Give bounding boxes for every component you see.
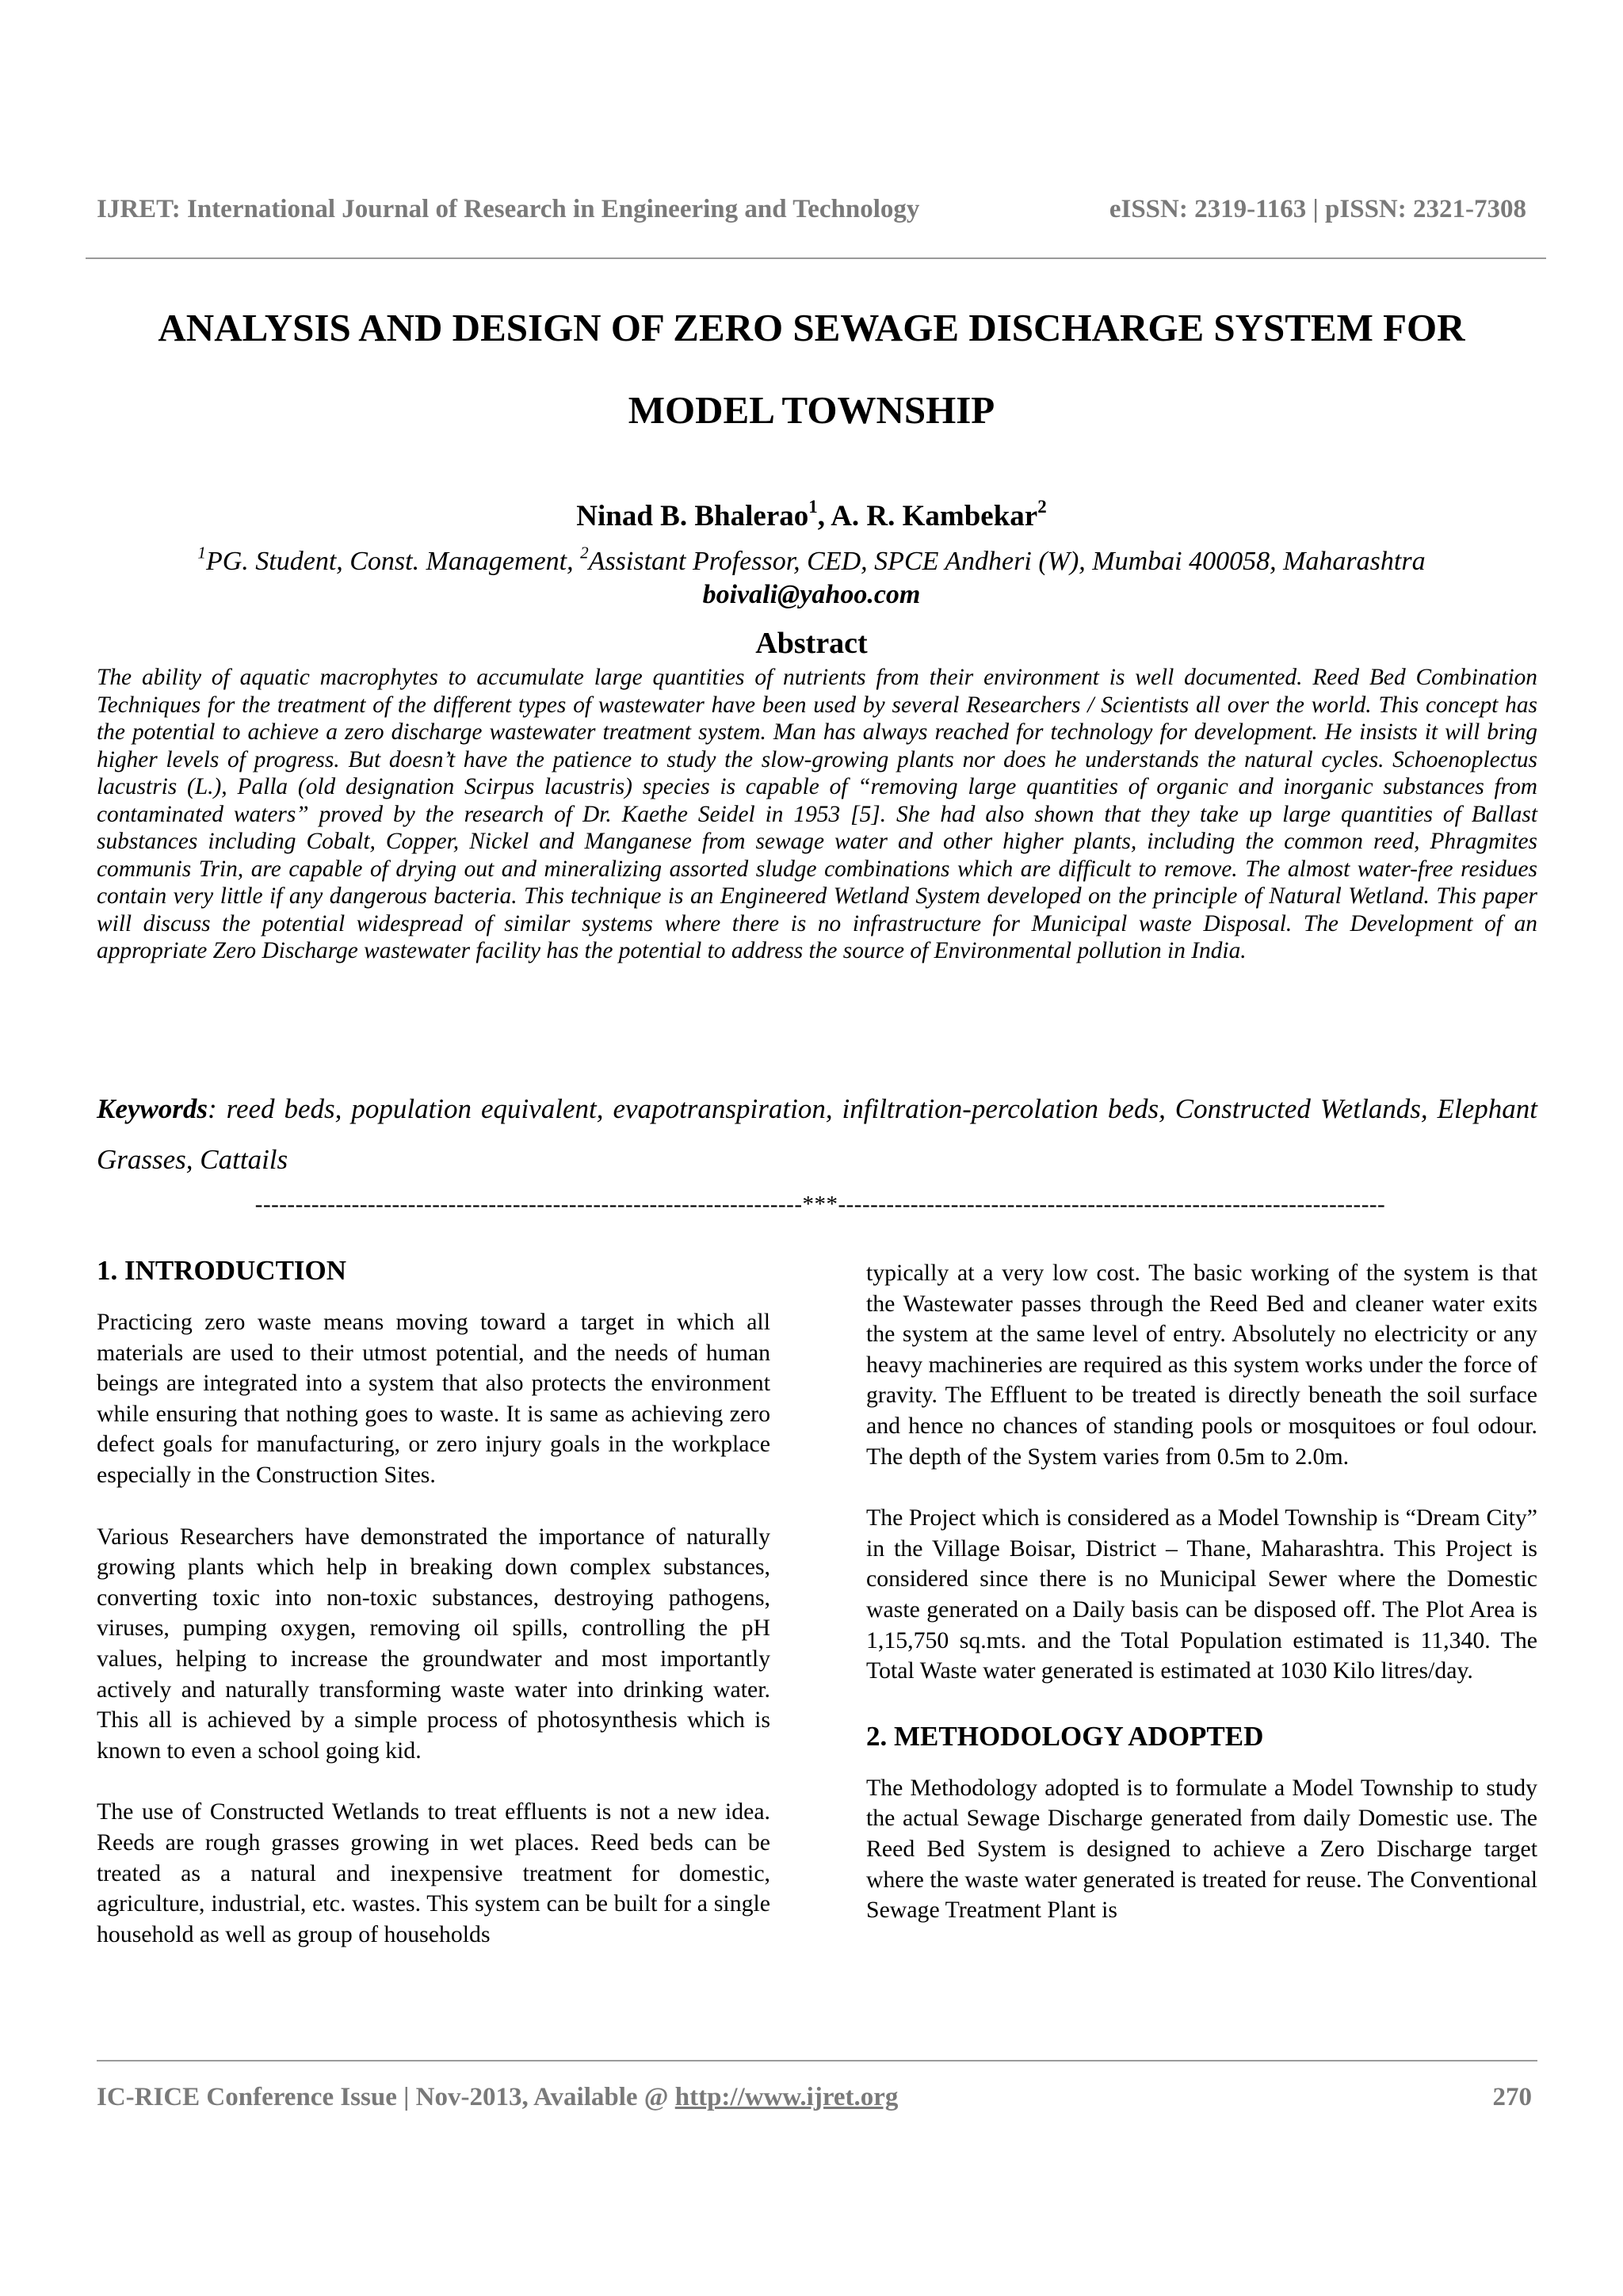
affiliation-text: Assistant Professor, CED, SPCE Andheri (W), Mumbai 400058, Maharashtra xyxy=(588,547,1426,576)
affiliation-line xyxy=(79,545,1544,578)
author-name: Ninad B. Bhalerao xyxy=(576,500,809,532)
affiliation-superscript: 1 xyxy=(197,543,206,563)
section-separator: --------------------------------------------------------------------***-------------------------------------------------------------------- xyxy=(254,1192,1386,1217)
issn-info: eISSN: 2319-1163 | pISSN: 2321-7308 xyxy=(1109,195,1526,223)
section-heading: 2. METHODOLOGY ADOPTED xyxy=(866,1720,1264,1752)
title-line-2: MODEL TOWNSHIP xyxy=(628,388,995,432)
body-paragraph: The use of Constructed Wetlands to treat effluents is not a new idea. Reeds are rough grasses growing in wet places. Reed beds can be treated as a natural and inexpensive treatment for domestic, agriculture, industrial, etc. wastes. This system can be built for a single household as well as group of households xyxy=(97,1798,770,1947)
body-paragraph: Practicing zero waste means moving toward a target in which all materials are used to their utmost potential, and the needs of human beings are integrated into a system that also protects the environment while ensuring that nothing goes to waste. It is same as achieving zero defect goals for manufacturing, or zero injury goals in the workplace especially in the Construction Sites. xyxy=(97,1309,770,1488)
body-paragraph: The Methodology adopted is to formulate a Model Township to study the actual Sewage Discharge generated from daily Domestic use. The Reed Bed System is designed to achieve a Zero Discharge target where the waste water generated is treated for reuse. The Conventional Sewage Treatment Plant is xyxy=(866,1774,1537,1924)
body-paragraph: Various Researchers have demonstrated the importance of naturally growing plants which help in breaking down complex substances, converting toxic into non-toxic substances, destroying pathogens, viruses, pumping oxygen, removing oil spills, controlling the pH values, helping to increase the groundwater and most importantly actively and naturally transforming waste water into drinking water. This all is achieved by a simple process of photosynthesis which is known to even a school going kid. xyxy=(97,1523,770,1764)
abstract-heading: Abstract xyxy=(755,627,868,660)
author-email[interactable]: boivali@yahoo.com xyxy=(702,580,921,609)
author-superscript: 2 xyxy=(1037,496,1047,517)
journal-name: IJRET: International Journal of Research in Engineering and Technology xyxy=(97,195,920,223)
conference-text: IC-RICE Conference Issue | Nov-2013, Available @ xyxy=(97,2083,675,2111)
left-column xyxy=(97,1252,770,1981)
paper-title xyxy=(79,287,1544,452)
running-footer xyxy=(97,2083,1532,2112)
running-header xyxy=(97,195,1526,224)
conference-info xyxy=(97,2083,898,2112)
affiliation-text: PG. Student, Const. Management, xyxy=(205,547,581,576)
body-paragraph: typically at a very low cost. The basic working of the system is that the Wastewater passes through the Reed Bed and cleaner water exits the system at the same level of entry. Absolutely no electricity or any heavy machineries are required as this system works under the force of gravity. The Effluent to be treated is directly beneath the soil surface and hence no chances of standing pools or mosquitoes or foul odour. The depth of the System varies from 0.5m to 2.0m. xyxy=(866,1260,1537,1470)
affiliation xyxy=(79,523,1544,612)
body-paragraph: The Project which is considered as a Model Township is “Dream City” in the Village Boisar, District – Thane, Maharashtra. This Project is considered since there is no Municipal Sewer where the Domestic waste generated on a Daily basis can be disposed off. The Plot Area is 1,15,750 sq.mts. and the Total Population estimated is 11,340. The Total Waste water generated is estimated at 1030 Kilo litres/day. xyxy=(866,1505,1537,1684)
title-line-1: ANALYSIS AND DESIGN OF ZERO SEWAGE DISCHARGE SYSTEM FOR xyxy=(158,306,1465,349)
journal-url-link[interactable]: http://www.ijret.org xyxy=(674,2083,899,2111)
section-heading: 1. INTRODUCTION xyxy=(97,1255,347,1286)
keywords xyxy=(97,1084,1537,1185)
page-number: 270 xyxy=(1492,2083,1532,2111)
footer-rule xyxy=(97,2060,1537,2061)
affiliation-superscript: 2 xyxy=(580,543,589,563)
abstract-text: The ability of aquatic macrophytes to accumulate large quantities of nutrients from their environment is well documented. Reed Bed Combination Techniques for the treatment of the different types of wastewater have been used by several Researchers / Scientists all over the world. This concept has the potential to achieve a zero discharge wastewater treatment system. Man has always reached for technology for development. He insists it will bring higher levels of progress. But doesn’t have the patience to study the slow-growing plants nor does he understands the natural cycles. Schoenoplectus lacustris (L.), Palla (old designation Scirpus lacustris) species is capable of “removing large quantities of organic and inorganic substances from contaminated waters” proved by the research of Dr. Kaethe Seidel in 1953 [5]. She had also shown that they take up large quantities of Ballast substances including Cobalt, Copper, Nickel and Manganese from sewage water and other higher plants, including the common reed, Phragmites communis Trin, are capable of drying out and mineralizing assorted sludge combinations which are difficult to remove. The almost water-free residues contain very little if any dangerous bacteria. This technique is an Engineered Wetland System developed on the principle of Natural Wetland. This paper will discuss the potential widespread of similar systems where there is no infrastructure for Municipal waste Disposal. The Development of an appropriate Zero Discharge wastewater facility has the potential to address the source of Environmental pollution in India. xyxy=(97,665,1537,963)
header-rule xyxy=(86,257,1546,259)
keywords-label: Keywords xyxy=(97,1093,208,1124)
right-column xyxy=(866,1258,1537,1957)
keywords-text: : reed beds, population equivalent, evapotranspiration, infiltration-percolation beds, Constructed Wetlands, Elephant Grasses, Cattails xyxy=(97,1093,1537,1175)
author-name: A. R. Kambekar xyxy=(831,500,1038,532)
author-separator: , xyxy=(817,500,831,532)
author-superscript: 1 xyxy=(808,496,818,517)
